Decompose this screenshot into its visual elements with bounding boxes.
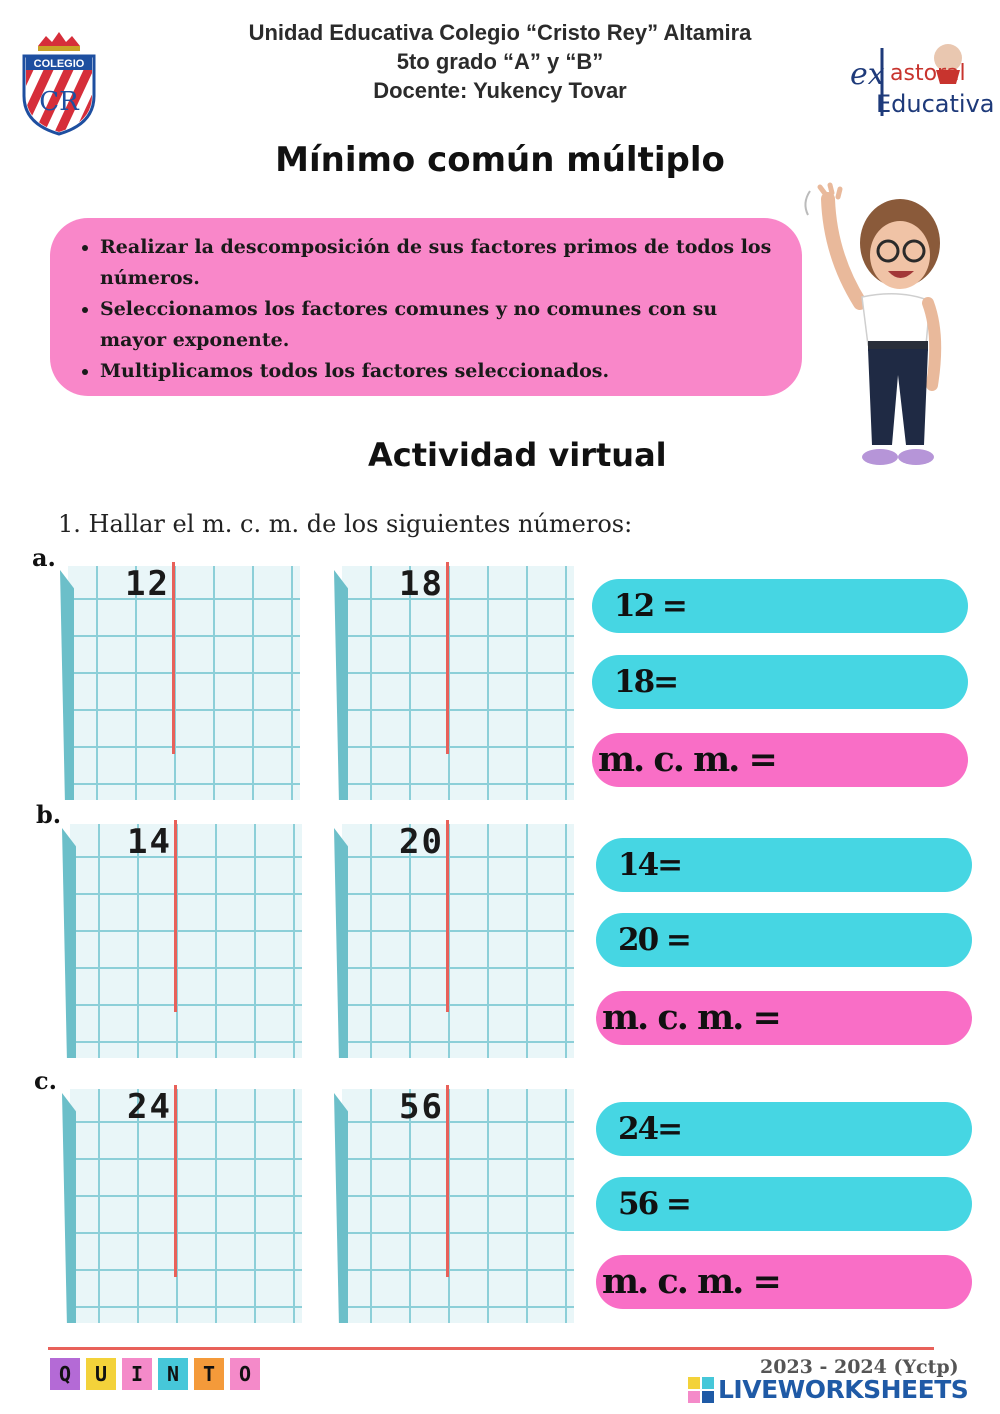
division-line xyxy=(446,1085,449,1277)
grid-edge xyxy=(60,570,74,800)
decomposition-grid[interactable] xyxy=(334,562,574,800)
liveworksheets-brand[interactable] xyxy=(688,1375,968,1404)
answer-field[interactable]: 14= xyxy=(596,838,972,892)
grid-number: 14 xyxy=(127,822,172,862)
quinto-letter: I xyxy=(122,1358,152,1390)
grid-number: 56 xyxy=(399,1087,444,1127)
grid-paper xyxy=(342,566,574,800)
grid-paper xyxy=(68,566,300,800)
svg-text:Educativa: Educativa xyxy=(876,90,995,118)
quinto-letter: Q xyxy=(50,1358,80,1390)
decomposition-grid[interactable] xyxy=(60,562,300,800)
grid-paper xyxy=(70,824,302,1058)
division-line xyxy=(174,1085,177,1277)
grid-number: 20 xyxy=(399,822,444,862)
grid-edge xyxy=(62,1093,76,1323)
mcm-answer-field[interactable]: m. c. m. = xyxy=(596,1255,972,1309)
rule-item: • Multiplicamos todos los factores seleccionados. xyxy=(100,356,772,387)
decomposition-grid[interactable] xyxy=(334,1085,574,1323)
page-title: Mínimo común múltiplo xyxy=(275,140,725,180)
decomposition-grid[interactable] xyxy=(62,820,302,1058)
grid-paper xyxy=(342,1089,574,1323)
instruction-text: 1. Hallar el m. c. m. de los siguientes números: xyxy=(58,510,633,538)
teacher-line: Docente: Yukency Tovar xyxy=(373,78,627,103)
quinto-letter: O xyxy=(230,1358,260,1390)
division-line xyxy=(172,562,175,754)
division-line xyxy=(446,820,449,1012)
quinto-letter: U xyxy=(86,1358,116,1390)
teacher-avatar-illustration xyxy=(800,185,950,480)
liveworksheets-icon xyxy=(688,1377,714,1403)
answer-field[interactable]: 18= xyxy=(592,655,968,709)
svg-text:astoral: astoral xyxy=(890,61,966,86)
crest-label: COLEGIO xyxy=(33,58,85,70)
quinto-letter: N xyxy=(158,1358,188,1390)
grid-number: 12 xyxy=(125,564,170,604)
exercise-label-a: a. xyxy=(32,543,56,572)
school-year: 2023 - 2024 (Yctp) xyxy=(760,1356,959,1378)
division-line xyxy=(446,562,449,754)
rule-item: • Realizar la descomposición de sus factores primos de todos los números. xyxy=(100,232,772,294)
quinto-banner xyxy=(50,1358,260,1390)
rules-box xyxy=(50,218,802,396)
mcm-answer-field[interactable]: m. c. m. = xyxy=(596,991,972,1045)
decomposition-grid[interactable] xyxy=(62,1085,302,1323)
crest-monogram: CR xyxy=(39,87,79,117)
answer-field[interactable]: 20 = xyxy=(596,913,972,967)
grid-edge xyxy=(334,1093,348,1323)
division-line xyxy=(174,820,177,1012)
grid-edge xyxy=(334,570,348,800)
exercise-label-c: c. xyxy=(34,1066,57,1095)
rules-list xyxy=(100,232,772,387)
answer-field[interactable]: 56 = xyxy=(596,1177,972,1231)
answer-field[interactable]: 24= xyxy=(596,1102,972,1156)
grid-edge xyxy=(334,828,348,1058)
grade-line: 5to grado “A” y “B” xyxy=(396,49,604,74)
activity-title: Actividad virtual xyxy=(368,436,667,474)
answer-field[interactable]: 12 = xyxy=(592,579,968,633)
svg-text:ex: ex xyxy=(850,57,885,92)
grid-number: 18 xyxy=(399,564,444,604)
footer-divider xyxy=(48,1347,934,1350)
quinto-letter: T xyxy=(194,1358,224,1390)
exercise-label-b: b. xyxy=(36,800,62,829)
school-name: Unidad Educativa Colegio “Cristo Rey” Altamira xyxy=(248,20,752,45)
mcm-answer-field[interactable]: m. c. m. = xyxy=(592,733,968,787)
rule-item: • Seleccionamos los factores comunes y no comunes con su mayor exponente. xyxy=(100,294,772,356)
decomposition-grid[interactable] xyxy=(334,820,574,1058)
liveworksheets-label: LIVEWORKSHEETS xyxy=(718,1375,969,1404)
grid-paper xyxy=(70,1089,302,1323)
grid-number: 24 xyxy=(127,1087,172,1127)
school-crest-logo xyxy=(20,26,98,138)
grid-paper xyxy=(342,824,574,1058)
grid-edge xyxy=(62,828,76,1058)
pastoral-educativa-logo xyxy=(848,40,995,120)
